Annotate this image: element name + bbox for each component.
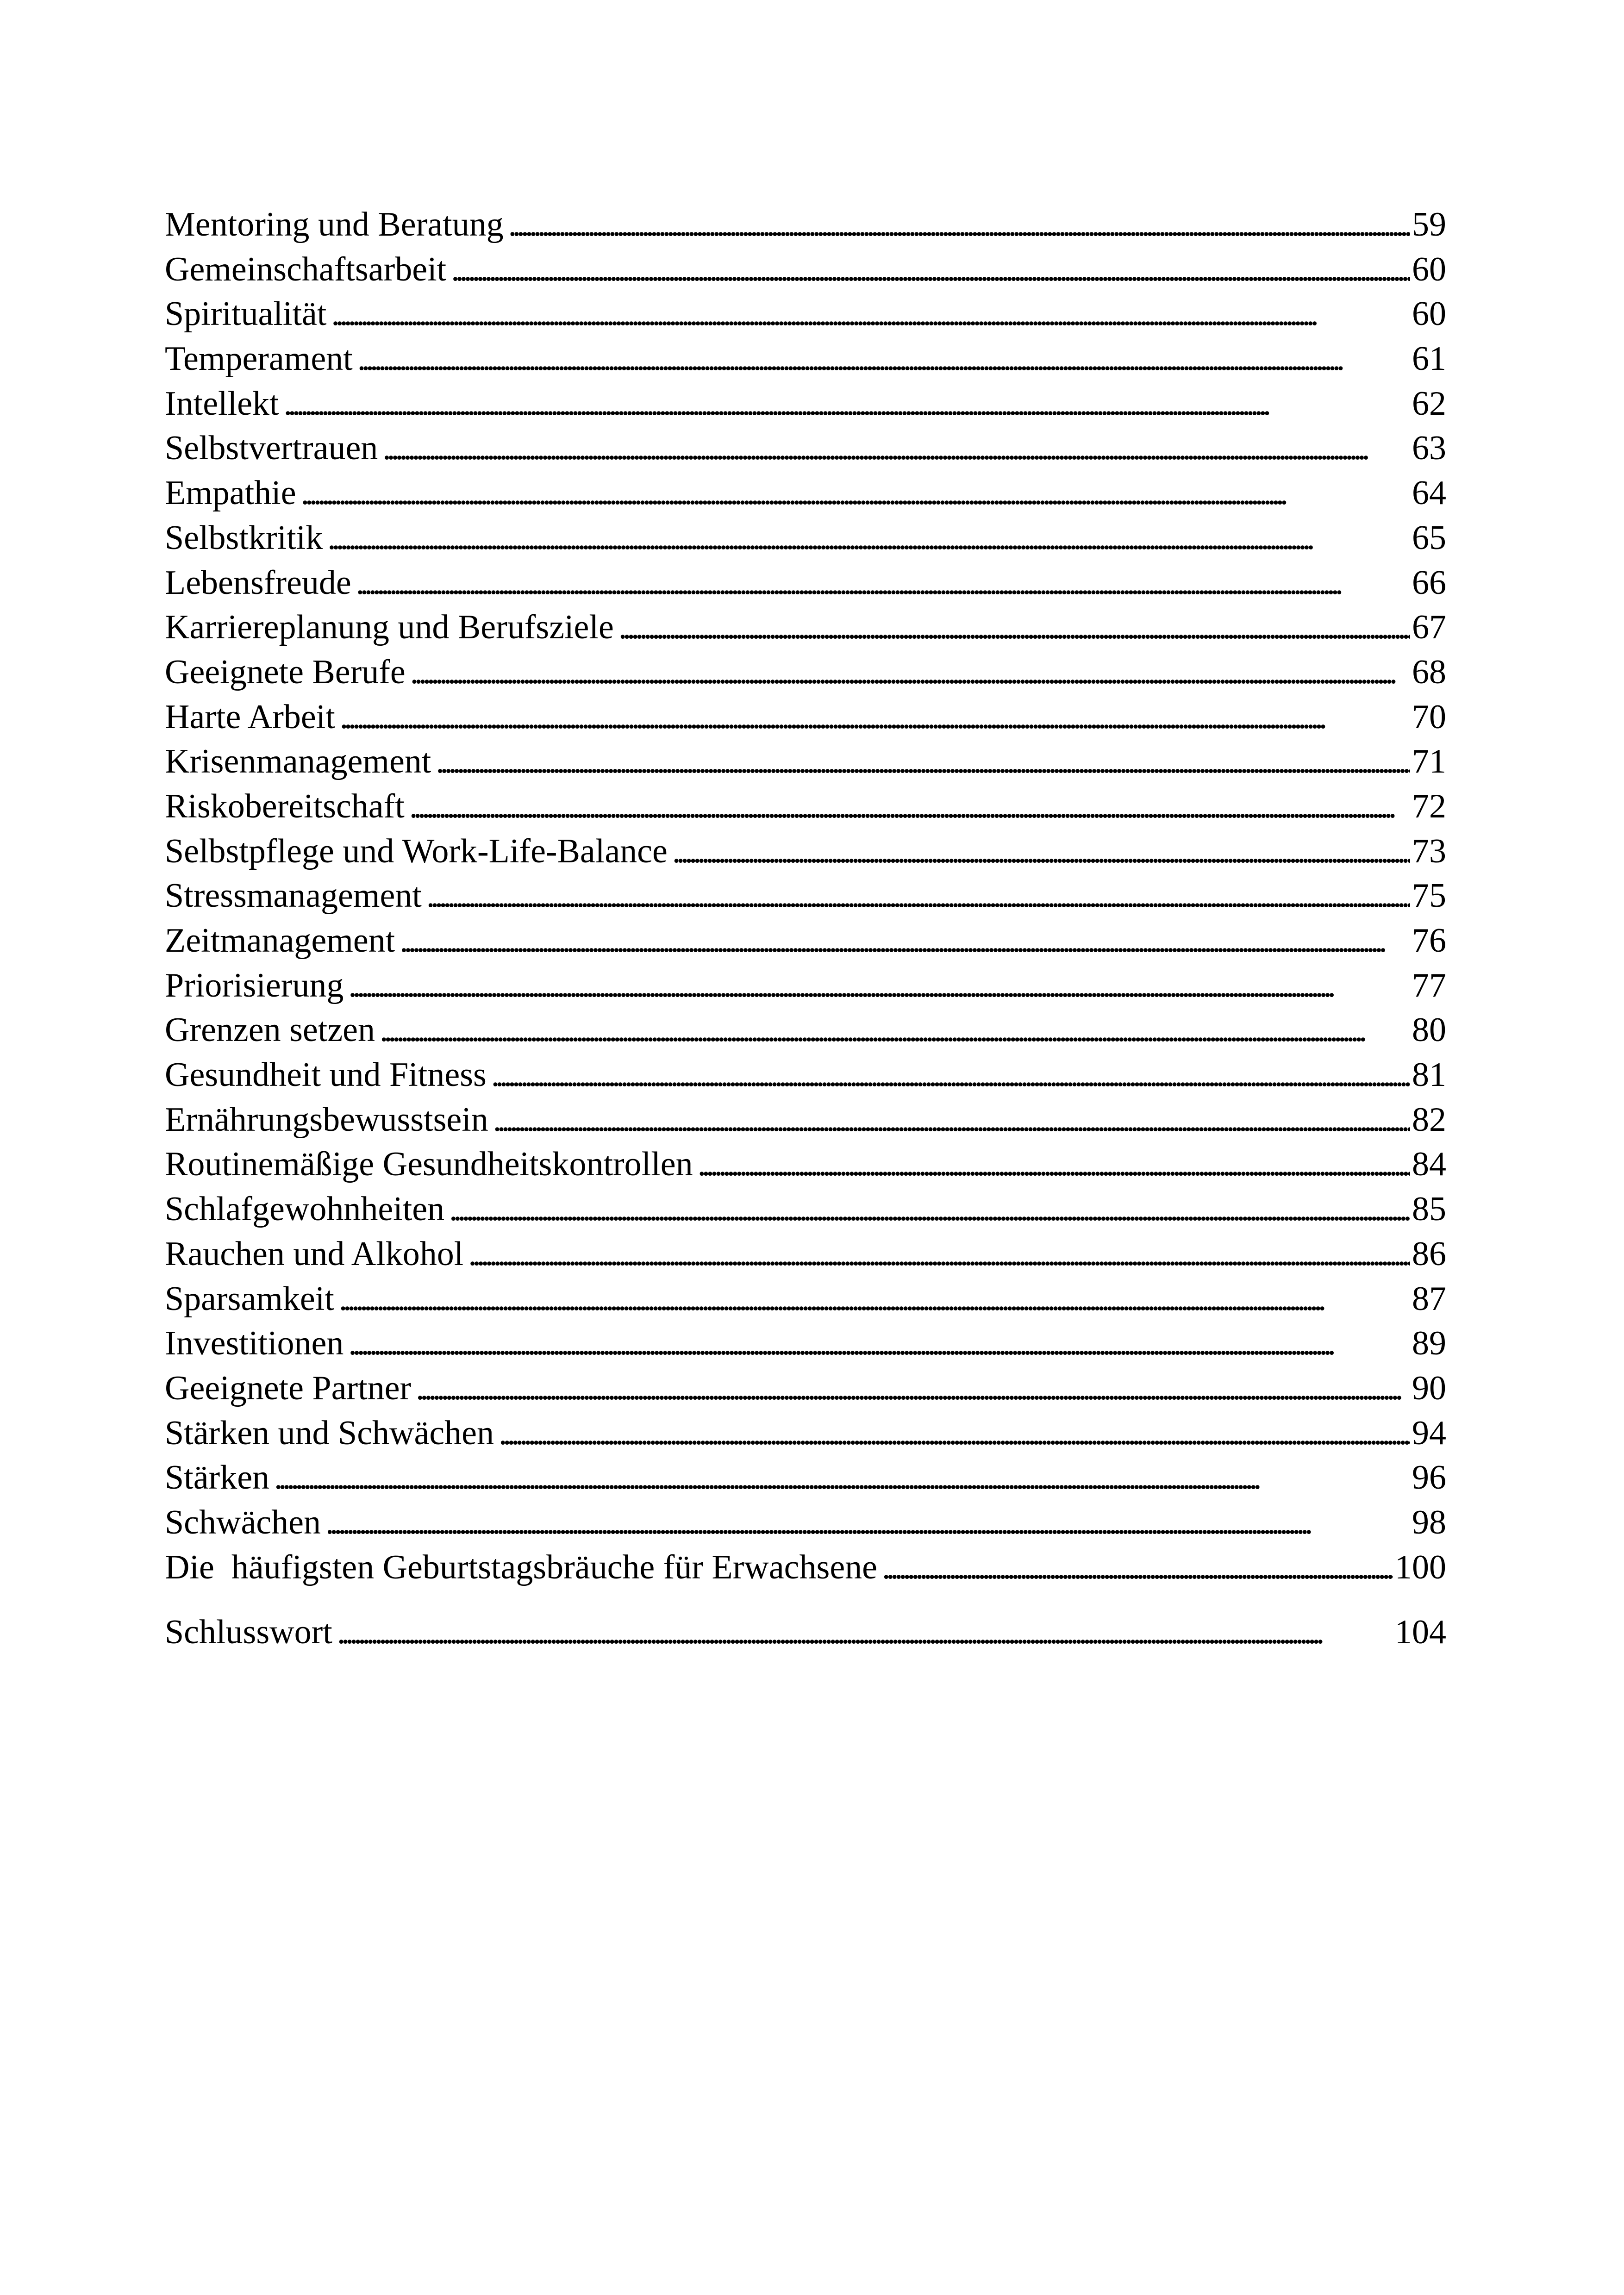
dot-leader xyxy=(468,1232,1410,1277)
dot-leader xyxy=(493,1098,1410,1142)
toc-entry-page-number: 87 xyxy=(1412,1279,1446,1318)
toc-entry-title: Geeignete Berufe xyxy=(165,653,406,691)
toc-entry xyxy=(165,561,1446,605)
dot-leader xyxy=(508,202,1410,247)
toc-entry-page-number: 70 xyxy=(1412,698,1446,736)
toc-entry xyxy=(165,784,1446,829)
toc-entry xyxy=(165,1321,1446,1366)
dot-leader xyxy=(274,1455,1410,1500)
dot-leader xyxy=(436,739,1410,784)
toc-entry xyxy=(165,1187,1446,1232)
toc-entry xyxy=(165,202,1446,247)
toc-entry-title: Investitionen xyxy=(165,1324,344,1363)
dot-leader xyxy=(284,381,1410,426)
toc-entry-page-number: 66 xyxy=(1412,563,1446,602)
toc-entry xyxy=(165,471,1446,516)
toc-entry xyxy=(165,247,1446,292)
toc-entry xyxy=(165,1411,1446,1456)
dot-leader xyxy=(672,829,1410,874)
toc-entry-title: Stärken xyxy=(165,1459,270,1497)
toc-entry-page-number: 64 xyxy=(1412,474,1446,512)
toc-entry xyxy=(165,516,1446,561)
dot-leader xyxy=(356,561,1410,605)
toc-entry-title: Selbstkritik xyxy=(165,518,323,557)
toc-entry xyxy=(165,1500,1446,1545)
toc-entry-title: Rauchen und Alkohol xyxy=(165,1235,464,1273)
dot-leader xyxy=(416,1366,1410,1411)
toc-entry xyxy=(165,1545,1446,1590)
toc-entry xyxy=(165,426,1446,471)
toc-entry xyxy=(165,1098,1446,1142)
toc-entry-title: Geeignete Partner xyxy=(165,1369,412,1407)
toc-entry-page-number: 68 xyxy=(1412,653,1446,691)
toc-entry-page-number: 80 xyxy=(1412,1011,1446,1049)
dot-leader xyxy=(339,1277,1410,1322)
toc-entry xyxy=(165,1610,1446,1655)
dot-leader xyxy=(348,1321,1410,1366)
toc-entry xyxy=(165,739,1446,784)
dot-leader xyxy=(426,873,1410,918)
toc-entry-page-number: 63 xyxy=(1412,429,1446,468)
dot-leader xyxy=(327,516,1410,561)
toc-entry-page-number: 90 xyxy=(1412,1369,1446,1407)
toc-entry xyxy=(165,1366,1446,1411)
toc-entry-title: Lebensfreude xyxy=(165,563,351,602)
toc-entry-page-number: 98 xyxy=(1412,1503,1446,1541)
toc-entry-title: Krisenmanagement xyxy=(165,742,431,781)
toc-entry xyxy=(165,963,1446,1008)
toc-entry-page-number: 77 xyxy=(1412,966,1446,1004)
toc-entry-title: Schlafgewohnheiten xyxy=(165,1190,445,1229)
toc-entry-page-number: 104 xyxy=(1395,1613,1446,1652)
toc-entry-title: Riskobereitschaft xyxy=(165,787,405,825)
dot-leader xyxy=(449,1187,1410,1232)
dot-leader xyxy=(618,605,1410,650)
toc-entry-page-number: 62 xyxy=(1412,384,1446,423)
toc-entry-page-number: 96 xyxy=(1412,1459,1446,1497)
toc-entry-title: Gesundheit und Fitness xyxy=(165,1056,487,1094)
toc-entry-page-number: 71 xyxy=(1412,742,1446,781)
toc-entry-title: Stärken und Schwächen xyxy=(165,1414,494,1452)
toc-entry-title: Die häufigsten Geburtstagsbräuche für Erwachsene xyxy=(165,1548,878,1586)
toc-entry-title: Schwächen xyxy=(165,1503,321,1541)
toc-entry-title: Grenzen setzen xyxy=(165,1011,375,1049)
toc-entry-page-number: 59 xyxy=(1412,206,1446,243)
toc-entry-page-number: 76 xyxy=(1412,922,1446,960)
dot-leader xyxy=(451,247,1410,292)
dot-leader xyxy=(357,337,1410,381)
dot-leader xyxy=(348,963,1410,1008)
toc-entry-page-number: 67 xyxy=(1412,608,1446,647)
dot-leader xyxy=(409,784,1410,829)
dot-leader xyxy=(382,426,1410,471)
toc-entry xyxy=(165,1142,1446,1187)
toc-entry-title: Sparsamkeit xyxy=(165,1279,334,1318)
toc-entry-title: Empathie xyxy=(165,474,296,512)
dot-leader xyxy=(400,918,1410,963)
toc-entry xyxy=(165,695,1446,740)
toc-entry xyxy=(165,829,1446,874)
toc-entry-page-number: 65 xyxy=(1412,518,1446,557)
toc-entry xyxy=(165,1008,1446,1053)
toc-entry-title: Spiritualität xyxy=(165,295,327,333)
toc-entry-page-number: 94 xyxy=(1412,1414,1446,1452)
toc-entry-title: Temperament xyxy=(165,340,353,378)
toc-entry xyxy=(165,873,1446,918)
dot-leader xyxy=(698,1142,1410,1187)
dot-leader xyxy=(882,1545,1393,1590)
toc-entry-page-number: 60 xyxy=(1412,295,1446,333)
toc-entry xyxy=(165,337,1446,381)
toc-entry-title: Zeitmanagement xyxy=(165,922,395,960)
dot-leader xyxy=(337,1610,1393,1655)
toc-entry xyxy=(165,292,1446,337)
toc-entry-page-number: 86 xyxy=(1412,1235,1446,1273)
toc-entry-title: Selbstvertrauen xyxy=(165,429,378,468)
dot-leader xyxy=(331,292,1410,337)
toc-entry-title: Gemeinschaftsarbeit xyxy=(165,250,447,288)
toc-entry-title: Ernährungsbewusstsein xyxy=(165,1100,488,1139)
toc-entry-title: Priorisierung xyxy=(165,966,344,1004)
toc-entry-title: Schlusswort xyxy=(165,1613,332,1652)
toc-entry xyxy=(165,605,1446,650)
toc-entry xyxy=(165,918,1446,963)
toc-entry-title: Karriereplanung und Berufsziele xyxy=(165,608,614,647)
toc-entry-page-number: 89 xyxy=(1412,1324,1446,1363)
toc-entry-page-number: 72 xyxy=(1412,787,1446,825)
dot-leader xyxy=(325,1500,1410,1545)
toc-entry-title: Intellekt xyxy=(165,384,279,423)
toc-entry xyxy=(165,1455,1446,1500)
toc-entry xyxy=(165,1277,1446,1322)
toc-entry-page-number: 73 xyxy=(1412,832,1446,870)
dot-leader xyxy=(410,650,1410,695)
toc-entry-page-number: 75 xyxy=(1412,877,1446,915)
toc-entry-page-number: 82 xyxy=(1412,1100,1446,1139)
toc-entry xyxy=(165,1053,1446,1098)
toc-entry-title: Selbstpflege und Work-Life-Balance xyxy=(165,832,668,870)
dot-leader xyxy=(380,1008,1410,1053)
toc-entry xyxy=(165,1232,1446,1277)
toc-entry-page-number: 60 xyxy=(1412,250,1446,288)
toc-entry-title: Routinemäßige Gesundheitskontrollen xyxy=(165,1145,693,1184)
dot-leader xyxy=(499,1411,1410,1456)
dot-leader xyxy=(491,1053,1410,1098)
toc-entry-page-number: 100 xyxy=(1395,1548,1446,1586)
toc-entry xyxy=(165,650,1446,695)
toc-entry-title: Harte Arbeit xyxy=(165,698,335,736)
toc-entry-page-number: 85 xyxy=(1412,1190,1446,1229)
toc-entry-title: Mentoring und Beratung xyxy=(165,206,504,243)
dot-leader xyxy=(301,471,1410,516)
dot-leader xyxy=(340,695,1410,740)
toc-entry-page-number: 61 xyxy=(1412,340,1446,378)
toc-entry-page-number: 81 xyxy=(1412,1056,1446,1094)
toc-entry xyxy=(165,381,1446,426)
toc-entry-title: Stressmanagement xyxy=(165,877,422,915)
toc-entry-page-number: 84 xyxy=(1412,1145,1446,1184)
table-of-contents xyxy=(165,202,1446,1655)
